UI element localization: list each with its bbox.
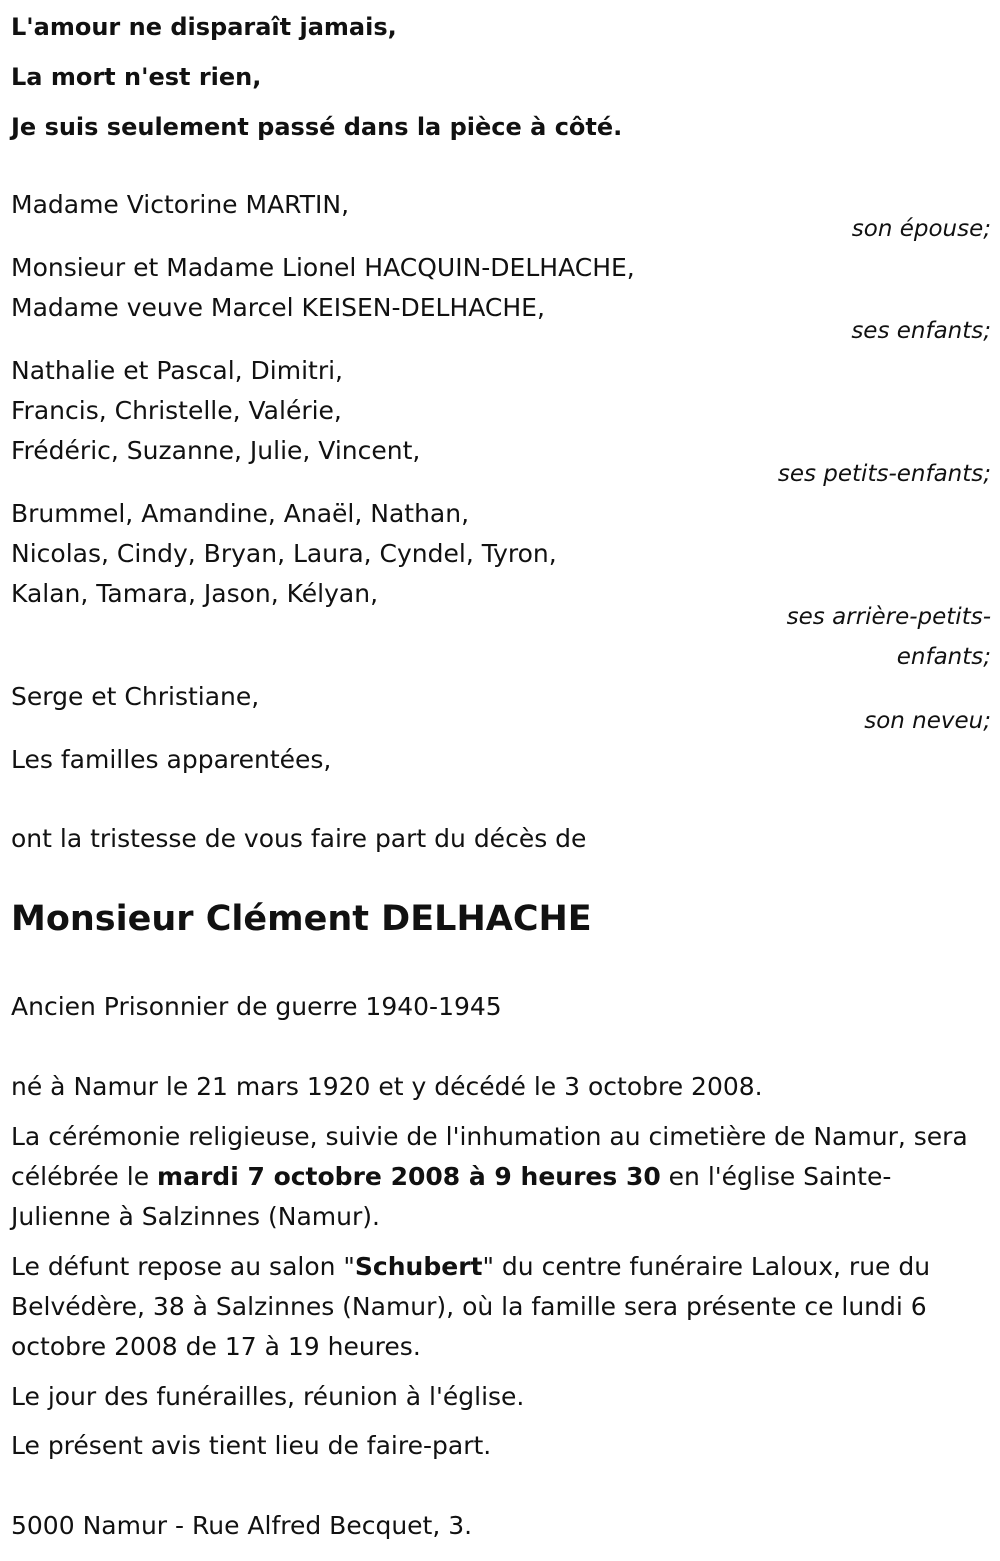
ceremony-paragraph (11, 1117, 989, 1237)
obituary-notice (11, 0, 991, 1561)
nephew-relation: son neveu; (864, 708, 991, 734)
viewing-text: Le défunt repose au salon " (11, 1252, 355, 1281)
ceremony-date-time: mardi 7 octobre 2008 à 9 heures 30 (157, 1162, 661, 1191)
salon-name: Schubert (354, 1252, 483, 1281)
ceremony-text: La cérémonie religieuse, suivie de l'inhumation au cimetière de Namur, sera célébrée le (11, 1122, 968, 1191)
great-grandchildren-relation: enfants; (896, 644, 991, 670)
nephew-names: Serge et Christiane, (11, 682, 260, 711)
poem-line-1: L'amour ne disparaît jamais, (11, 13, 397, 41)
great-grandchildren-relation: ses arrière-petits- (786, 604, 991, 630)
address-line: 5000 Namur - Rue Alfred Becquet, 3. (11, 1511, 473, 1540)
children-relation: ses enfants; (851, 318, 991, 344)
funeral-day-line: Le jour des funérailles, réunion à l'église. (11, 1382, 525, 1411)
deceased-title: Ancien Prisonnier de guerre 1940-1945 (11, 992, 502, 1021)
birth-death-line: né à Namur le 21 mars 1920 et y décédé le 3 octobre 2008. (11, 1072, 763, 1101)
child-name: Monsieur et Madame Lionel HACQUIN-DELHACHE, (11, 253, 635, 282)
grandchildren-names: Nathalie et Pascal, Dimitri, (11, 356, 344, 385)
grandchildren-names: Francis, Christelle, Valérie, (11, 396, 342, 425)
great-grandchildren-names: Kalan, Tamara, Jason, Kélyan, (11, 579, 379, 608)
great-grandchildren-names: Nicolas, Cindy, Bryan, Laura, Cyndel, Tyron, (11, 539, 557, 568)
grandchildren-relation: ses petits-enfants; (777, 461, 991, 487)
deceased-name: Monsieur Clément DELHACHE (11, 899, 592, 939)
spouse-name: Madame Victorine MARTIN, (11, 190, 350, 219)
great-grandchildren-names: Brummel, Amandine, Anaël, Nathan, (11, 499, 470, 528)
announcement-text: ont la tristesse de vous faire part du décès de (11, 824, 587, 853)
poem-line-2: La mort n'est rien, (11, 63, 262, 91)
viewing-text: " du centre funéraire Laloux, rue du Belvédère, 38 à Salzinnes (Namur), où la famille sera présente ce lundi 6 octobre 2008 de 17 à 19 heures. (11, 1252, 931, 1361)
grandchildren-names: Frédéric, Suzanne, Julie, Vincent, (11, 436, 421, 465)
ceremony-text: en l'église Sainte-Julienne à Salzinnes (Namur). (11, 1162, 892, 1231)
notice-line: Le présent avis tient lieu de faire-part. (11, 1431, 492, 1460)
child-name: Madame veuve Marcel KEISEN-DELHACHE, (11, 293, 545, 322)
poem-line-3: Je suis seulement passé dans la pièce à côté. (11, 113, 623, 141)
related-families: Les familles apparentées, (11, 745, 332, 774)
viewing-paragraph (11, 1247, 989, 1367)
spouse-relation: son épouse; (851, 216, 991, 242)
